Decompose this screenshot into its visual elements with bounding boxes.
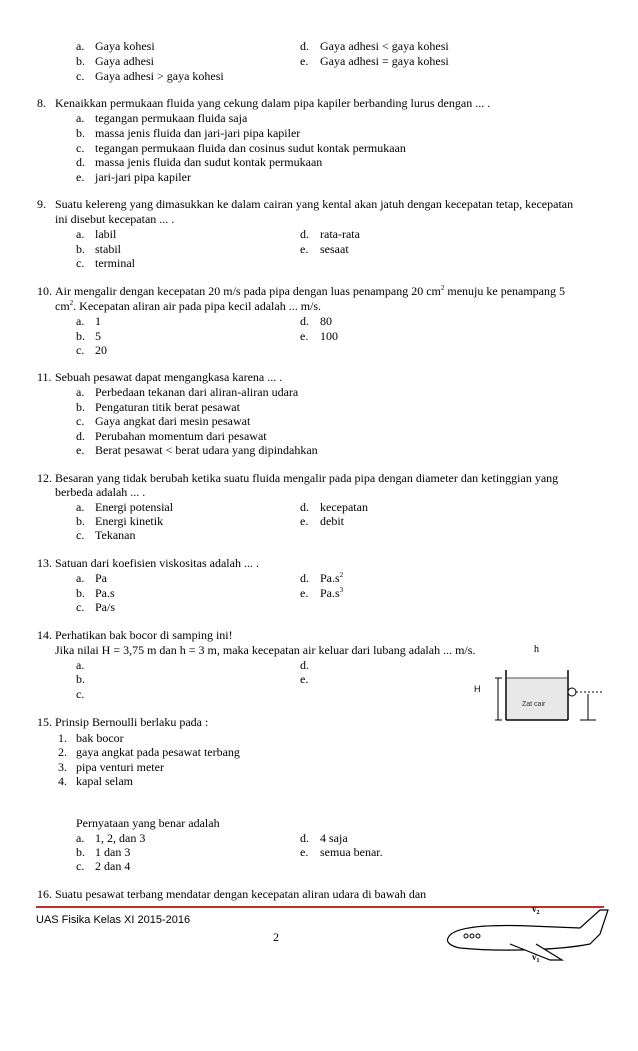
q15-statement: Pernyataan yang benar adalah (76, 816, 220, 830)
figure-h-label: h (534, 644, 539, 655)
option-label: b. (76, 54, 85, 68)
v2-symbol: v (532, 904, 537, 914)
q10-line1-superscript: 2 (440, 284, 445, 292)
option-label: e. (300, 54, 309, 68)
q15-text: Prinsip Bernoulli berlaku pada : (55, 715, 209, 729)
q7-option-e: Gaya adhesi = gaya kohesi (320, 54, 449, 68)
q15-option-b: 1 dan 3 (95, 845, 131, 859)
q10-line2-start: cm (55, 299, 70, 313)
option-label: a. (76, 314, 85, 328)
list-number: 4. (58, 774, 67, 788)
q15-option-c: 2 dan 4 (95, 859, 131, 873)
q10-line1-end: menuju ke penampang 5 (444, 284, 566, 298)
q9-text-line2: ini disebut kecepatan ... . (55, 212, 175, 226)
q11-number: 11. (37, 370, 52, 384)
q14-option-d: d. (300, 658, 309, 672)
q15-item: gaya angkat pada pesawat terbang (76, 745, 240, 759)
q14-text-line1: Perhatikan bak bocor di samping ini! (55, 628, 233, 642)
option-label: a. (76, 227, 85, 241)
q10-line2-end: . Kecepatan aliran air pada pipa kecil adalah ... m/s. (73, 299, 322, 313)
option-label: b. (76, 126, 85, 140)
option-label: c. (76, 256, 85, 270)
option-label: c. (76, 859, 85, 873)
v1-symbol: v (532, 952, 537, 962)
q14-option-c: c. (76, 687, 85, 701)
option-label: a. (76, 385, 85, 399)
q12-text-line2: berbeda adalah ... . (55, 485, 146, 499)
q11-option-a: Perbedaan tekanan dari aliran-aliran udara (95, 385, 299, 399)
q14-option-a: a. (76, 658, 85, 672)
option-label: d. (76, 429, 85, 443)
option-label: c. (76, 528, 85, 542)
q12-option-d: kecepatan (320, 500, 368, 514)
option-label: e. (300, 586, 309, 600)
option-label: a. (76, 39, 85, 53)
q13-option-e (320, 586, 343, 600)
q8-option-c: tegangan permukaan fluida dan cosinus sudut kontak permukaan (95, 141, 406, 155)
option-label: b. (76, 400, 85, 414)
q10-option-b: 5 (95, 329, 101, 343)
q8-text: Kenaikkan permukaan fluida yang cekung dalam pipa kapiler berbanding lurus dengan ... . (55, 96, 491, 110)
q10-option-a: 1 (95, 314, 101, 328)
q9-option-e: sesaat (320, 242, 349, 256)
q8-option-e: jari-jari pipa kapiler (95, 170, 191, 184)
q10-number: 10. (37, 284, 52, 298)
q13-option-c: Pa/s (95, 600, 116, 614)
option-label: d. (76, 155, 85, 169)
q11-text: Sebuah pesawat dapat mengangkasa karena ... . (55, 370, 283, 384)
option-label: e. (300, 242, 309, 256)
list-number: 2. (58, 745, 67, 759)
q15-option-d: 4 saja (320, 831, 348, 845)
q10-line1-text: Air mengalir dengan kecepatan 20 m/s pada pipa dengan luas penampang 20 cm (55, 284, 441, 298)
q13-number: 13. (37, 556, 52, 570)
q7-option-d: Gaya adhesi < gaya kohesi (320, 39, 449, 53)
figure-H-label: H (474, 684, 481, 694)
q12-number: 12. (37, 471, 52, 485)
q15-number: 15. (37, 715, 52, 729)
q13-text: Satuan dari koefisien viskositas adalah ... . (55, 556, 259, 570)
option-label: c. (76, 69, 85, 83)
option-label: c. (76, 343, 85, 357)
q9-text-line1: Suatu kelereng yang dimasukkan ke dalam cairan yang kental akan jatuh dengan kecepatan tetap, kecepatan (55, 197, 574, 211)
option-label: a. (76, 111, 85, 125)
liquid (507, 678, 567, 719)
q11-option-c: Gaya angkat dari mesin pesawat (95, 414, 251, 428)
option-label: b. (76, 845, 85, 859)
q8-option-b: massa jenis fluida dan jari-jari pipa kapiler (95, 126, 301, 140)
option-label: a. (76, 500, 85, 514)
q11-option-d: Perubahan momentum dari pesawat (95, 429, 267, 443)
q15-option-a: 1, 2, dan 3 (95, 831, 146, 845)
option-label: b. (76, 586, 85, 600)
option-label: b. (76, 514, 85, 528)
q12-option-e: debit (320, 514, 344, 528)
option-label: d. (300, 571, 309, 585)
leaking-tank-figure (468, 640, 608, 722)
q14-text-line2: Jika nilai H = 3,75 m dan h = 3 m, maka kecepatan air keluar dari lubang adalah ... m/s. (55, 643, 476, 657)
v2-subscript: 2 (536, 910, 540, 916)
q12-option-b: Energi kinetik (95, 514, 164, 528)
option-label: e. (76, 170, 85, 184)
liquid-label: Zat cair (522, 701, 546, 708)
option-label: d. (300, 831, 309, 845)
q15-option-e: semua benar. (320, 845, 383, 859)
q9-option-b: stabil (95, 242, 121, 256)
q14-option-e: e. (300, 672, 309, 686)
q10-text-line2 (55, 299, 321, 313)
option-label: c. (76, 600, 85, 614)
q11-option-b: Pengaturan titik berat pesawat (95, 400, 240, 414)
q7-option-b: Gaya adhesi (95, 54, 154, 68)
q8-option-a: tegangan permukaan fluida saja (95, 111, 248, 125)
q7-option-c: Gaya adhesi > gaya kohesi (95, 69, 224, 83)
q13-option-d-superscript: 2 (339, 571, 344, 579)
q12-text-line1: Besaran yang tidak berubah ketika suatu fluida mengalir pada pipa dengan diameter dan ketinggian yang (55, 471, 559, 485)
q12-option-a: Energi potensial (95, 500, 174, 514)
option-label: a. (76, 571, 85, 585)
q12-option-c: Tekanan (95, 528, 136, 542)
q7-option-a: Gaya kohesi (95, 39, 155, 53)
option-label: b. (76, 242, 85, 256)
q15-item: bak bocor (76, 731, 124, 745)
option-label: a. (76, 831, 85, 845)
q10-option-e: 100 (320, 329, 338, 343)
option-label: c. (76, 141, 85, 155)
q9-option-a: labil (95, 227, 117, 241)
q16-number: 16. (37, 887, 52, 901)
list-number: 1. (58, 731, 67, 745)
footer-title: UAS Fisika Kelas XI 2015-2016 (36, 914, 191, 926)
q14-option-b: b. (76, 672, 85, 686)
q9-option-c: terminal (95, 256, 135, 270)
q15-item: pipa venturi meter (76, 760, 164, 774)
q15-item: kapal selam (76, 774, 133, 788)
option-label: d. (300, 314, 309, 328)
leak-hole (568, 688, 576, 696)
option-label: c. (76, 414, 85, 428)
q13-option-b: Pa.s (95, 586, 115, 600)
q9-number: 9. (37, 197, 46, 211)
q13-option-e-superscript: 3 (339, 586, 344, 594)
option-label: b. (76, 329, 85, 343)
q10-text-line1 (55, 284, 565, 298)
option-label: d. (300, 227, 309, 241)
q10-option-d: 80 (320, 314, 332, 328)
q13-option-e-text: Pa.s (320, 586, 340, 600)
option-label: e. (300, 514, 309, 528)
q13-option-d-text: Pa.s (320, 571, 340, 585)
page-number: 2 (273, 930, 279, 944)
q11-option-e: Berat pesawat < berat udara yang dipindahkan (95, 443, 318, 457)
v1-subscript: 1 (536, 958, 540, 964)
v2-label (532, 904, 540, 916)
q10-line2-superscript: 2 (69, 299, 74, 307)
q9-option-d: rata-rata (320, 227, 360, 241)
q13-option-d (320, 571, 343, 585)
list-number: 3. (58, 760, 67, 774)
option-label: d. (300, 500, 309, 514)
q8-option-d: massa jenis fluida dan sudut kontak permukaan (95, 155, 323, 169)
option-label: e. (300, 845, 309, 859)
q16-text: Suatu pesawat terbang mendatar dengan kecepatan aliran udara di bawah dan (55, 887, 427, 901)
q13-option-a: Pa (95, 571, 107, 585)
option-label: d. (300, 39, 309, 53)
q14-number: 14. (37, 628, 52, 642)
airplane-figure (440, 898, 610, 966)
q10-option-c: 20 (95, 343, 107, 357)
option-label: e. (300, 329, 309, 343)
q8-number: 8. (37, 96, 46, 110)
option-label: e. (76, 443, 85, 457)
